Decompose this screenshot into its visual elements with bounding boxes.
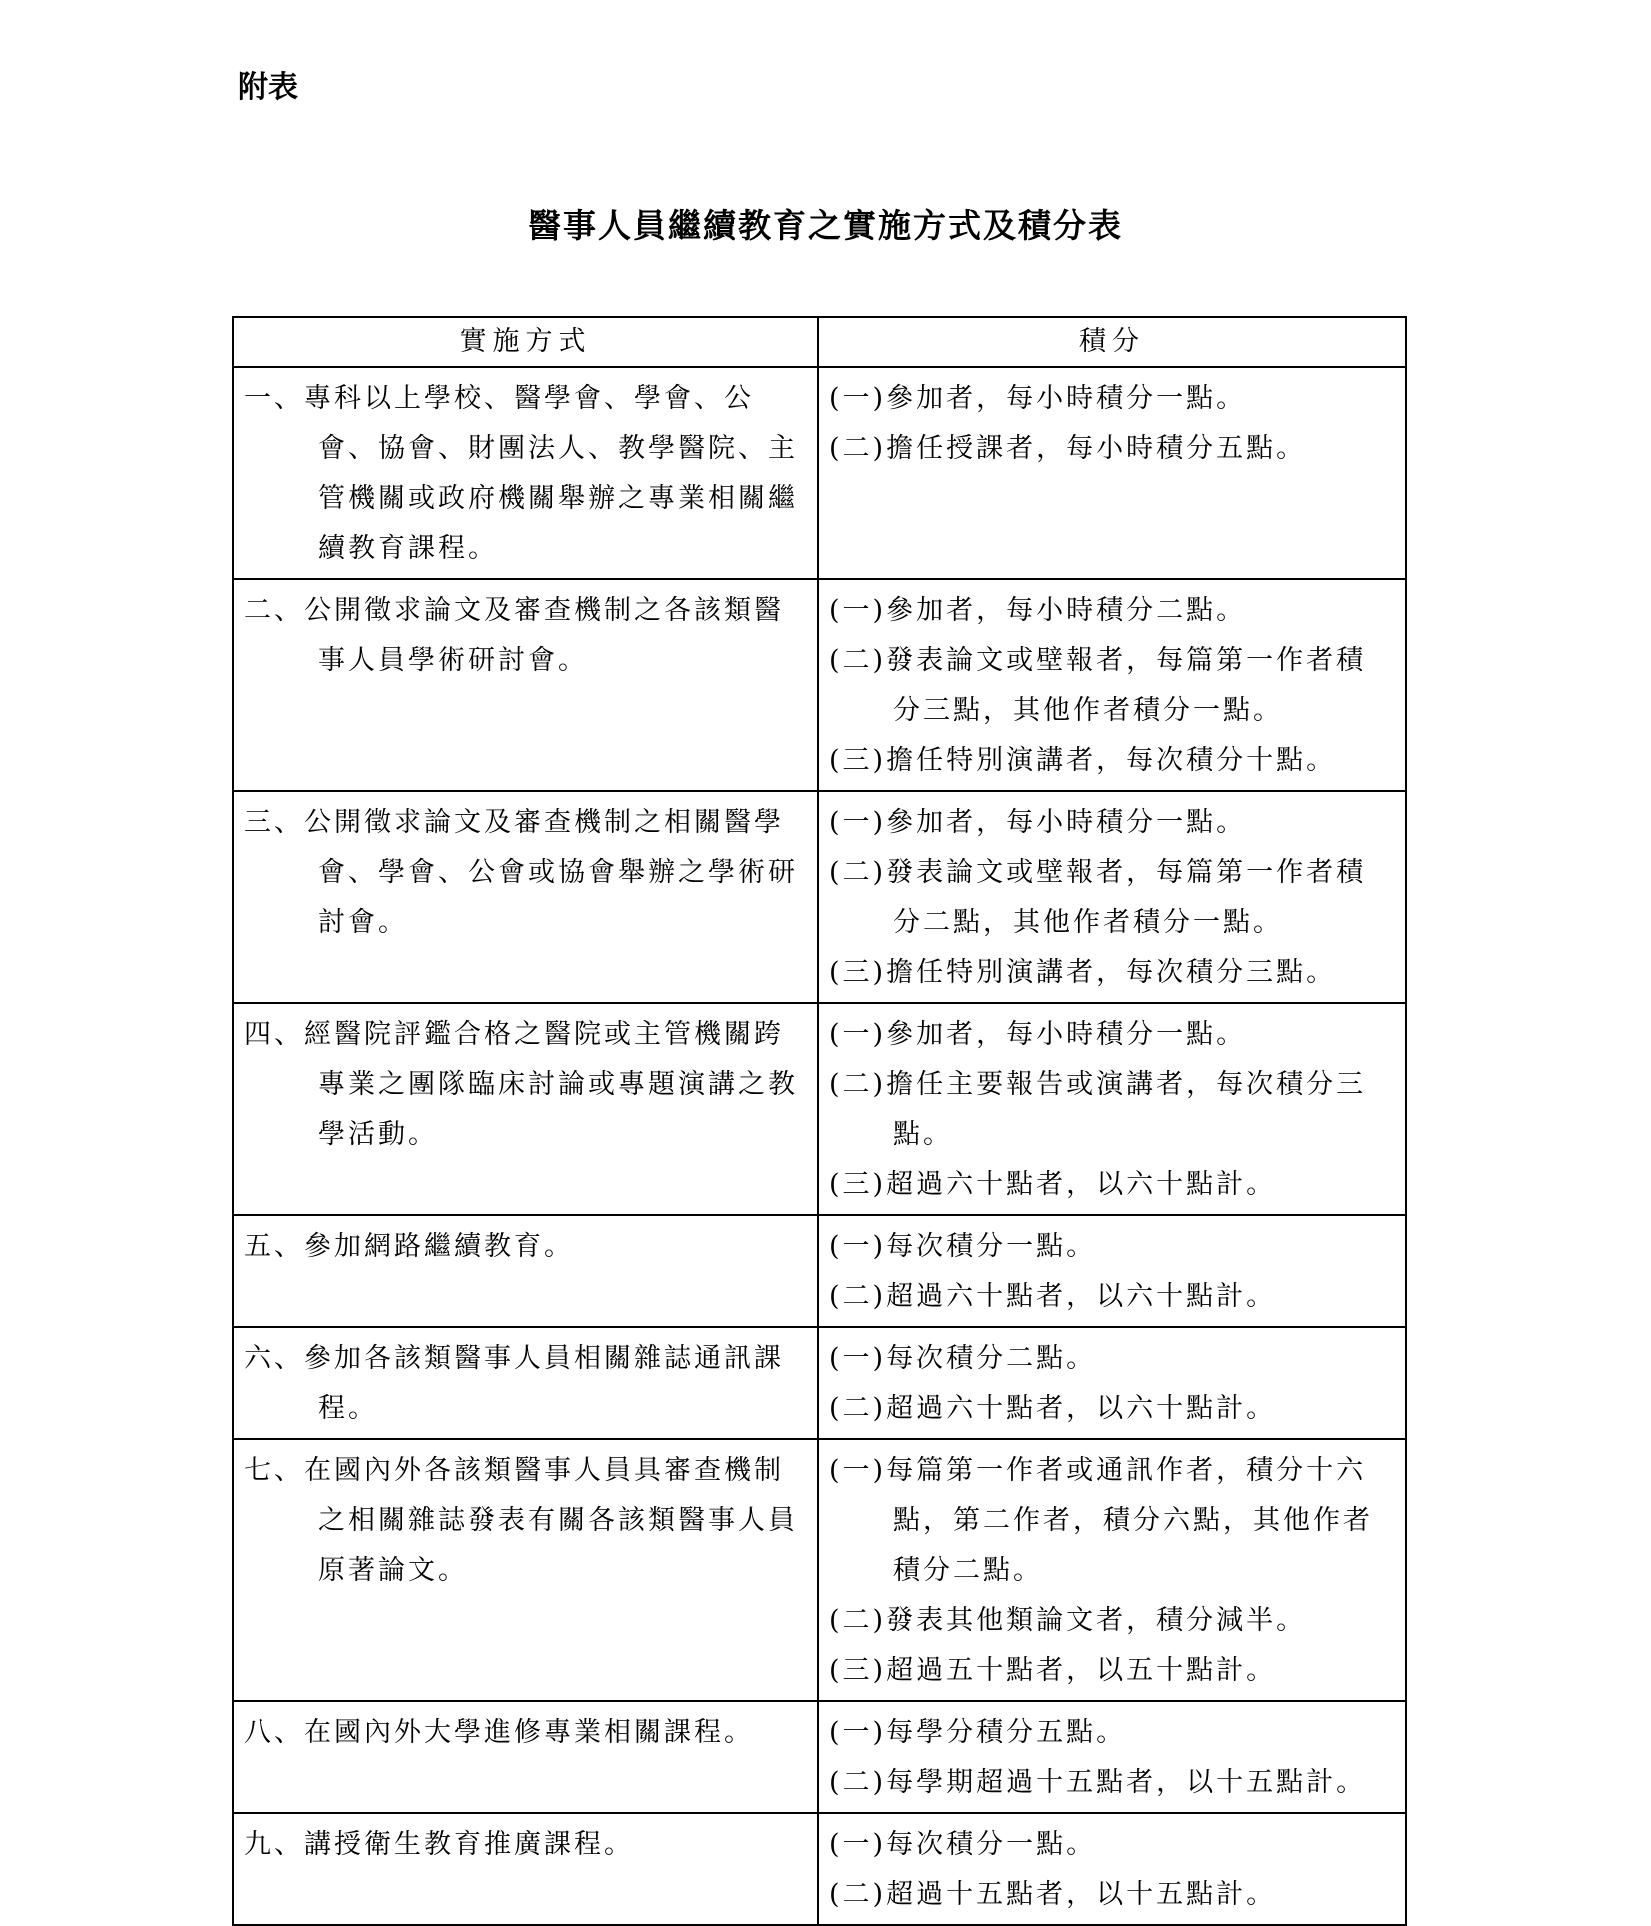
credit-table (232, 316, 1407, 1926)
table-row (233, 1701, 1406, 1813)
table-row (233, 1215, 1406, 1327)
credit-item: (二)擔任主要報告或演講者，每次積分三點。 (829, 1069, 1367, 1150)
document-title: 醫事人員繼續教育之實施方式及積分表 (528, 206, 1123, 245)
table-row (233, 367, 1406, 579)
credit-item: (一)每學分積分五點。 (829, 1717, 1127, 1748)
method-text: 六、參加各該類醫事人員相關雜誌通訊課程。 (244, 1343, 784, 1424)
credit-item: (二)發表論文或壁報者，每篇第一作者積分三點，其他作者積分一點。 (829, 645, 1367, 726)
table-row (233, 1327, 1406, 1439)
credit-item: (一)每次積分二點。 (829, 1343, 1097, 1374)
credit-item: (一)參加者，每小時積分二點。 (829, 595, 1247, 626)
table-row (233, 1813, 1406, 1925)
credit-item: (一)每次積分一點。 (829, 1829, 1097, 1860)
credit-item: (三)擔任特別演講者，每次積分十點。 (829, 745, 1337, 776)
method-text: 二、公開徵求論文及審查機制之各該類醫事人員學術研討會。 (244, 595, 784, 676)
credit-item: (二)超過十五點者，以十五點計。 (829, 1879, 1277, 1910)
table-header-row (233, 317, 1406, 367)
table-row (233, 579, 1406, 791)
method-cell (233, 579, 818, 791)
credit-cell (818, 367, 1406, 579)
method-cell (233, 1327, 818, 1439)
method-cell (233, 1215, 818, 1327)
table-row (233, 1439, 1406, 1701)
credit-cell (818, 1701, 1406, 1813)
header-method: 實施方式 (233, 317, 818, 367)
method-cell (233, 1813, 818, 1925)
credit-item: (三)超過六十點者，以六十點計。 (829, 1169, 1277, 1200)
credit-item: (三)擔任特別演講者，每次積分三點。 (829, 957, 1337, 988)
method-text: 三、公開徵求論文及審查機制之相關醫學會、學會、公會或協會舉辦之學術研討會。 (244, 807, 798, 938)
table-row (233, 791, 1406, 1003)
credit-item: (一)每篇第一作者或通訊作者，積分十六點，第二作者，積分六點，其他作者積分二點。 (829, 1455, 1373, 1586)
credit-item: (二)發表論文或壁報者，每篇第一作者積分二點，其他作者積分一點。 (829, 857, 1367, 938)
credit-item: (一)參加者，每小時積分一點。 (829, 807, 1247, 838)
credit-cell (818, 1327, 1406, 1439)
method-cell (233, 367, 818, 579)
method-cell (233, 791, 818, 1003)
method-text: 九、講授衛生教育推廣課程。 (244, 1829, 634, 1860)
method-text: 五、參加網路繼續教育。 (244, 1231, 574, 1262)
credit-cell (818, 1813, 1406, 1925)
credit-item: (二)每學期超過十五點者，以十五點計。 (829, 1767, 1367, 1798)
header-credit: 積分 (818, 317, 1406, 367)
credit-item: (一)每次積分一點。 (829, 1231, 1097, 1262)
credit-cell (818, 791, 1406, 1003)
credit-item: (一)參加者，每小時積分一點。 (829, 383, 1247, 414)
method-text: 七、在國內外各該類醫事人員具審查機制之相關雜誌發表有關各該類醫事人員原著論文。 (244, 1455, 798, 1586)
method-cell (233, 1003, 818, 1215)
credit-item: (二)超過六十點者，以六十點計。 (829, 1281, 1277, 1312)
credit-item: (三)超過五十點者，以五十點計。 (829, 1655, 1277, 1686)
table-row (233, 1003, 1406, 1215)
credit-item: (二)發表其他類論文者，積分減半。 (829, 1605, 1307, 1636)
credit-cell (818, 579, 1406, 791)
appendix-label: 附表 (238, 70, 298, 105)
credit-item: (二)超過六十點者，以六十點計。 (829, 1393, 1277, 1424)
credit-cell (818, 1215, 1406, 1327)
method-text: 一、專科以上學校、醫學會、學會、公會、協會、財團法人、教學醫院、主管機關或政府機關舉辦之專業相關繼續教育課程。 (244, 383, 798, 564)
credit-cell (818, 1003, 1406, 1215)
method-text: 四、經醫院評鑑合格之醫院或主管機關跨專業之團隊臨床討論或專題演講之教學活動。 (244, 1019, 798, 1150)
credit-item: (一)參加者，每小時積分一點。 (829, 1019, 1247, 1050)
method-text: 八、在國內外大學進修專業相關課程。 (244, 1717, 754, 1748)
method-cell (233, 1701, 818, 1813)
method-cell (233, 1439, 818, 1701)
credit-item: (二)擔任授課者，每小時積分五點。 (829, 433, 1307, 464)
credit-cell (818, 1439, 1406, 1701)
